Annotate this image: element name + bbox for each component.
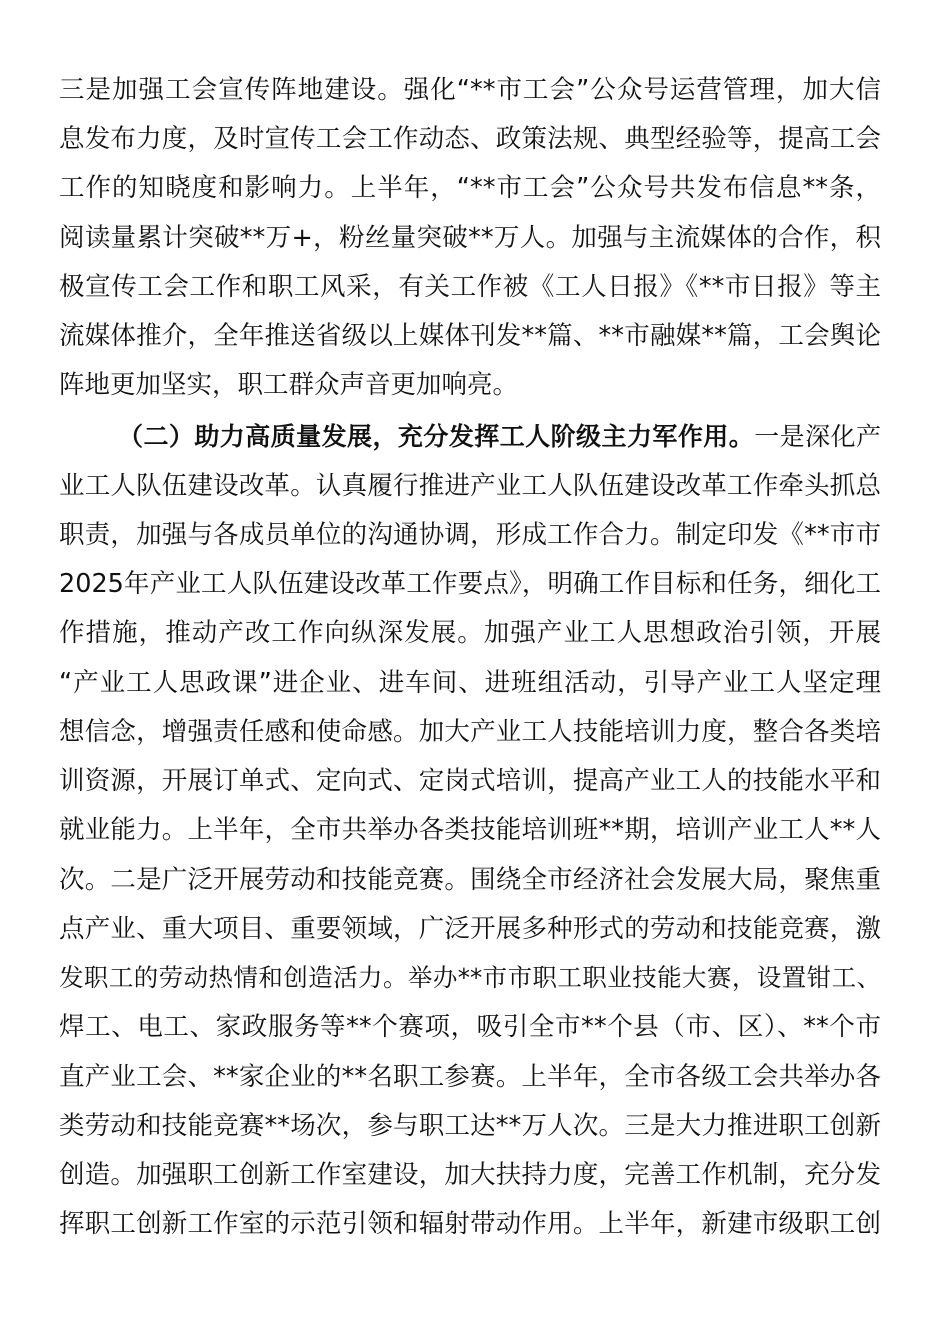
text-line: 挥职工创新工作室的示范引领和辐射带动作用。上半年，新建市级职工创 [59,1209,881,1239]
heading-line-rest: 一是深化产 [754,422,881,451]
text-line: 业工人队伍建设改革。认真履行推进产业工人队伍建设改革工作牵头抓总 [59,471,881,501]
text-line: 创造。加强职工创新工作室建设，加大扶持力度，完善工作机制，充分发 [59,1160,881,1190]
text-line: 职责，加强与各成员单位的沟通协调，形成工作合力。制定印发《**市市 [59,520,881,550]
text-line: 工作的知晓度和影响力。上半年，“**市工会”公众号共发布信息**条， [59,173,881,203]
text-line: 三是加强工会宣传阵地建设。强化“**市工会”公众号运营管理，加大信 [59,75,881,105]
text-line: 就业能力。上半年，全市共举办各类技能培训班**期，培训产业工人**人 [59,815,881,845]
text-line: 息发布力度，及时宣传工会工作动态、政策法规、典型经验等，提高工会 [59,124,881,154]
text-line: 作措施，推动产改工作向纵深发展。加强产业工人思想政治引领，开展 [59,618,881,648]
text-line: 想信念，增强责任感和使命感。加大产业工人技能培训力度，整合各类培 [59,717,881,747]
text-line: 直产业工会、**家企业的**名职工参赛。上半年，全市各级工会共举办各 [59,1062,881,1092]
text-line: 流媒体推介，全年推送省级以上媒体刊发**篇、**市融媒**篇，工会舆论 [59,321,881,351]
text-line: 阅读量累计突破**万+，粉丝量突破**万人。加强与主流媒体的合作，积 [59,223,881,253]
text-line: 焊工、电工、家政服务等**个赛项，吸引全市**个县（市、区）、**个市 [59,1012,881,1042]
text-line: 点产业、重大项目、重要领域，广泛开展多种形式的劳动和技能竞赛，激 [59,914,881,944]
text-line: 次。二是广泛开展劳动和技能竞赛。围绕全市经济社会发展大局，聚焦重 [59,865,881,895]
text-line: 发职工的劳动热情和创造活力。举办**市市职工职业技能大赛，设置钳工、 [59,963,881,992]
text-line: 训资源，开展订单式、定向式、定岗式培训，提高产业工人的技能水平和 [59,766,881,796]
text-line: 2025年产业工人队伍建设改革工作要点》，明确工作目标和任务，细化工 [59,569,881,599]
text-line: 阵地更加坚实，职工群众声音更加响亮。 [59,370,519,400]
text-line: “产业工人思政课”进企业、进车间、进班组活动，引导产业工人坚定理 [59,668,881,698]
section-heading-line [118,417,881,457]
text-line: 极宣传工会工作和职工风采，有关工作被《工人日报》《**市日报》等主 [59,272,881,302]
text-line: 类劳动和技能竞赛**场次，参与职工达**万人次。三是大力推进职工创新 [59,1111,881,1141]
section-heading: （二）助力高质量发展，充分发挥工人阶级主力军作用。 [118,422,755,451]
